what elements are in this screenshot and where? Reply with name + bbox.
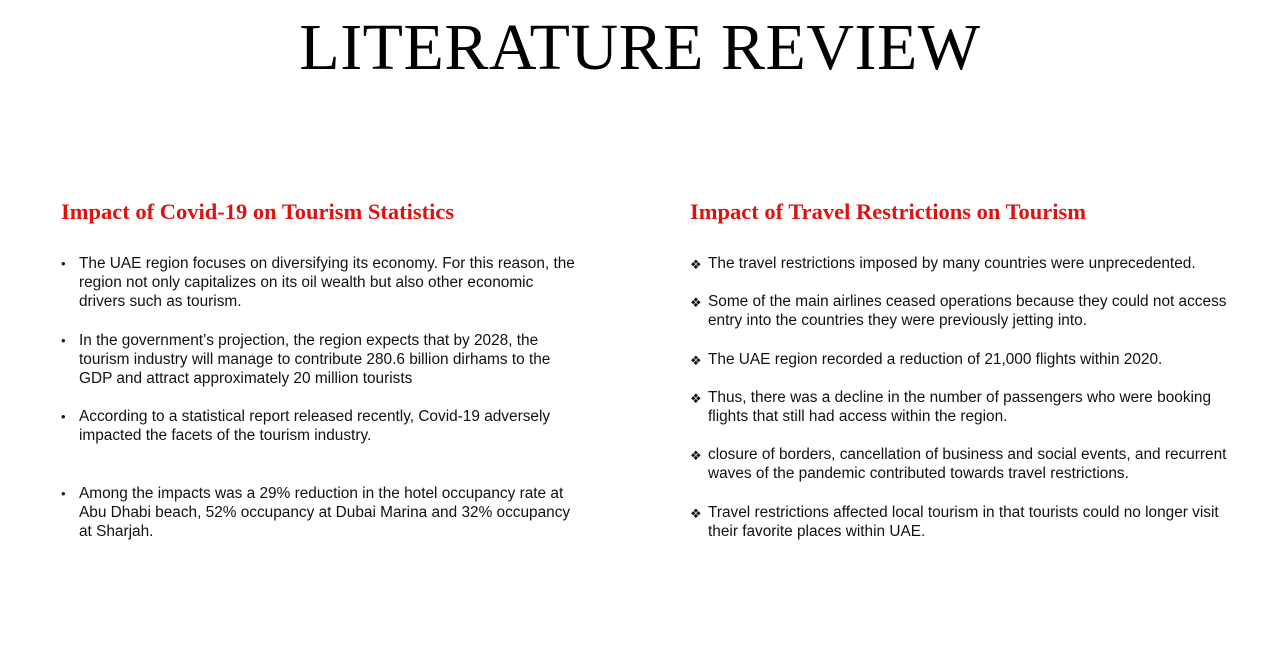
list-item-text: Travel restrictions affected local tourism in that tourists could no longer visit their favorite places within UAE. xyxy=(708,503,1219,540)
left-bullet-list xyxy=(61,254,581,541)
list-item-text: Among the impacts was a 29% reduction in the hotel occupancy rate at Abu Dhabi beach, 52% occupancy at Dubai Marina and 32% occupancy at Sharjah. xyxy=(79,484,571,541)
list-item-text: The travel restrictions imposed by many countries were unprecedented. xyxy=(708,255,1196,272)
list-item-text: The UAE region recorded a reduction of 21,000 flights within 2020. xyxy=(708,350,1163,368)
list-item xyxy=(61,331,581,389)
bullet-icon: • xyxy=(61,256,66,271)
diamond-bullet-icon: ❖ xyxy=(690,295,702,311)
list-item xyxy=(61,407,581,445)
list-item-text: closure of borders, cancellation of business and social events, and recurrent waves of the pandemic contributed towards travel restrictions. xyxy=(708,446,1227,483)
list-item xyxy=(690,254,1250,273)
diamond-bullet-icon: ❖ xyxy=(690,352,702,368)
list-item xyxy=(690,388,1250,426)
bullet-icon: • xyxy=(61,332,66,348)
list-item-text: Some of the main airlines ceased operations because they could not access entry into the countries they were previously jetting into. xyxy=(708,293,1227,330)
bullet-icon: • xyxy=(61,485,66,501)
right-heading: Impact of Travel Restrictions on Tourism xyxy=(690,199,1087,224)
bullet-icon: • xyxy=(61,409,66,425)
list-item xyxy=(61,254,581,312)
left-heading: Impact of Covid-19 on Tourism Statistics xyxy=(61,199,455,224)
diamond-bullet-icon: ❖ xyxy=(690,257,702,272)
diamond-bullet-icon: ❖ xyxy=(690,390,702,406)
list-item xyxy=(61,484,581,542)
list-item-text: Thus, there was a decline in the number of passengers who were booking flights that still had access within the region. xyxy=(708,388,1212,426)
list-item-text: In the government’s projection, the region expects that by 2028, the tourism industry will manage to contribute 280.6 billion dirhams to the GDP and attract approximately 20 million tourists xyxy=(79,331,551,388)
list-item xyxy=(690,350,1250,369)
right-column xyxy=(690,197,1250,560)
list-item xyxy=(690,292,1250,330)
list-item xyxy=(690,503,1250,541)
diamond-bullet-icon: ❖ xyxy=(690,505,702,521)
left-column xyxy=(61,197,581,560)
right-bullet-list xyxy=(690,254,1250,541)
list-item xyxy=(690,445,1250,483)
list-item-text: According to a statistical report released recently, Covid-19 adversely impacted the facets of the tourism industry. xyxy=(79,408,551,445)
slide-title: LITERATURE REVIEW xyxy=(299,11,981,84)
list-item-text: The UAE region focuses on diversifying its economy. For this reason, the region not only capitalizes on its oil wealth but also other economic drivers such as tourism. xyxy=(79,255,575,311)
diamond-bullet-icon: ❖ xyxy=(690,448,702,464)
